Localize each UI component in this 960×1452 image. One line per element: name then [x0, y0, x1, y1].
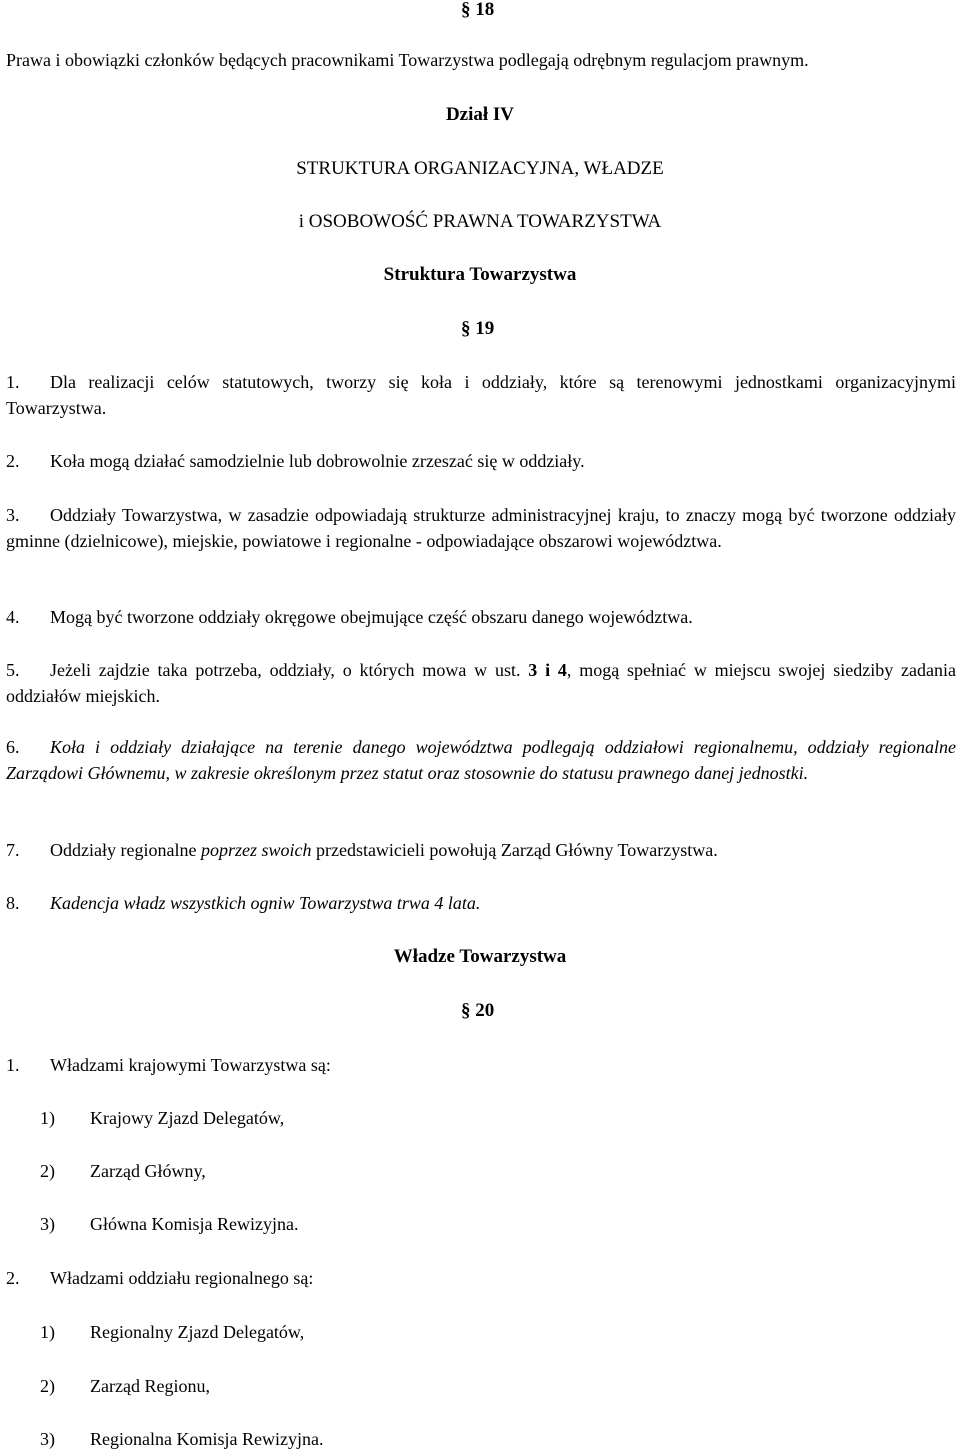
item-number: 6.	[6, 737, 20, 757]
subitem-text: Regionalny Zjazd Delegatów,	[90, 1322, 305, 1342]
par19-item-8	[6, 890, 956, 916]
item-number: 3.	[6, 505, 20, 525]
par19-item-2	[6, 448, 956, 474]
item-text-part-a: Jeżeli zajdzie taka potrzeba, oddziały, o których mowa w ust.	[50, 660, 521, 680]
item-number: 4.	[6, 607, 20, 627]
par20-2-subitem	[40, 1426, 323, 1452]
par20-2-subitem	[40, 1373, 210, 1399]
division-title: Dział IV	[445, 104, 515, 125]
subitem-text: Zarząd Główny,	[90, 1161, 206, 1181]
subitem-number: 2)	[40, 1161, 55, 1181]
division-heading-line2: i OSOBOWOŚĆ PRAWNA TOWARZYSTWA	[298, 211, 662, 232]
par19-item-4	[6, 604, 956, 630]
par19-item-1	[6, 369, 956, 421]
par19-item-5	[6, 657, 956, 709]
subitem-text: Zarząd Regionu,	[90, 1376, 210, 1396]
par20-2-subitem	[40, 1319, 304, 1345]
item-text-part-a: Oddziały regionalne	[50, 840, 197, 860]
subitem-text: Regionalna Komisja Rewizyjna.	[90, 1429, 324, 1449]
section-mark-symbol: §	[461, 0, 471, 20]
section-mark-symbol: §	[461, 318, 471, 339]
item-text: Kadencja władz wszystkich ogniw Towarzystwa trwa 4 lata.	[50, 893, 481, 913]
item-text: Koła i oddziały działające na terenie danego województwa podlegają oddziałowi regionalnemu, oddziały regionalne Zarządowi Głównemu, w zakresie określonym przez statut oraz stosownie do statusu prawnego danej jednostki.	[6, 737, 956, 783]
subitem-number: 1)	[40, 1322, 55, 1342]
item-text-part-b: poprzez swoich	[200, 840, 312, 860]
par20-item-2	[6, 1265, 956, 1291]
par20-1-subitem	[40, 1211, 298, 1237]
item-text: Oddziały Towarzystwa, w zasadzie odpowiadają strukturze administracyjnej kraju, to znaczy mogą być tworzone oddziały gminne (dzielnicowe), miejskie, powiatowe i regionalne - odpowiadające obszarowi województwa.	[6, 505, 956, 551]
section-number: 20	[475, 1000, 495, 1021]
subitem-number: 2)	[40, 1376, 55, 1396]
par20-1-subitem	[40, 1105, 284, 1131]
subitem-text: Główna Komisja Rewizyjna.	[90, 1214, 299, 1234]
item-text: Koła mogą działać samodzielnie lub dobrowolnie zrzeszać się w oddziały.	[50, 451, 585, 471]
item-text-part-c: przedstawicieli powołują Zarząd Główny Towarzystwa.	[315, 840, 718, 860]
section-20-heading	[461, 998, 494, 1024]
item-number: 8.	[6, 893, 20, 913]
section-number: 18	[475, 0, 495, 20]
item-text-part-c: , mogą spełniać w miejscu swojej siedziby zadania oddziałów miejskich.	[6, 660, 956, 706]
structure-subtitle: Struktura Towarzystwa	[383, 264, 577, 285]
subitem-number: 3)	[40, 1429, 55, 1449]
section-number: 19	[475, 318, 495, 339]
par20-1-subitem	[40, 1158, 206, 1184]
section-mark-symbol: §	[461, 1000, 471, 1021]
item-text-part-b: 3 i 4	[528, 660, 567, 680]
item-number: 2.	[6, 451, 20, 471]
item-text: Władzami krajowymi Towarzystwa są:	[50, 1055, 331, 1075]
item-text: Władzami oddziału regionalnego są:	[50, 1268, 314, 1288]
authorities-subtitle: Władze Towarzystwa	[393, 946, 567, 967]
item-number: 1.	[6, 1055, 20, 1075]
subitem-number: 1)	[40, 1108, 55, 1128]
subitem-text: Krajowy Zjazd Delegatów,	[90, 1108, 285, 1128]
division-heading-line1: STRUKTURA ORGANIZACYJNA, WŁADZE	[296, 158, 664, 179]
item-number: 7.	[6, 840, 20, 860]
item-number: 1.	[6, 372, 20, 392]
section-19-heading	[461, 316, 494, 342]
subitem-number: 3)	[40, 1214, 55, 1234]
intro-paragraph	[6, 47, 956, 73]
intro-text: Prawa i obowiązki członków będących pracownikami Towarzystwa podlegają odrębnym regulacjom prawnym.	[6, 50, 809, 70]
par19-item-6	[6, 734, 956, 786]
item-number: 2.	[6, 1268, 20, 1288]
item-text: Dla realizacji celów statutowych, tworzy się koła i oddziały, które są terenowymi jednostkami organizacyjnymi Towarzystwa.	[6, 372, 956, 418]
par19-item-3	[6, 502, 956, 554]
par20-item-1	[6, 1052, 956, 1078]
item-text: Mogą być tworzone oddziały okręgowe obejmujące część obszaru danego województwa.	[50, 607, 693, 627]
item-number: 5.	[6, 660, 20, 680]
section-18-heading	[461, 0, 494, 23]
par19-item-7	[6, 837, 956, 863]
